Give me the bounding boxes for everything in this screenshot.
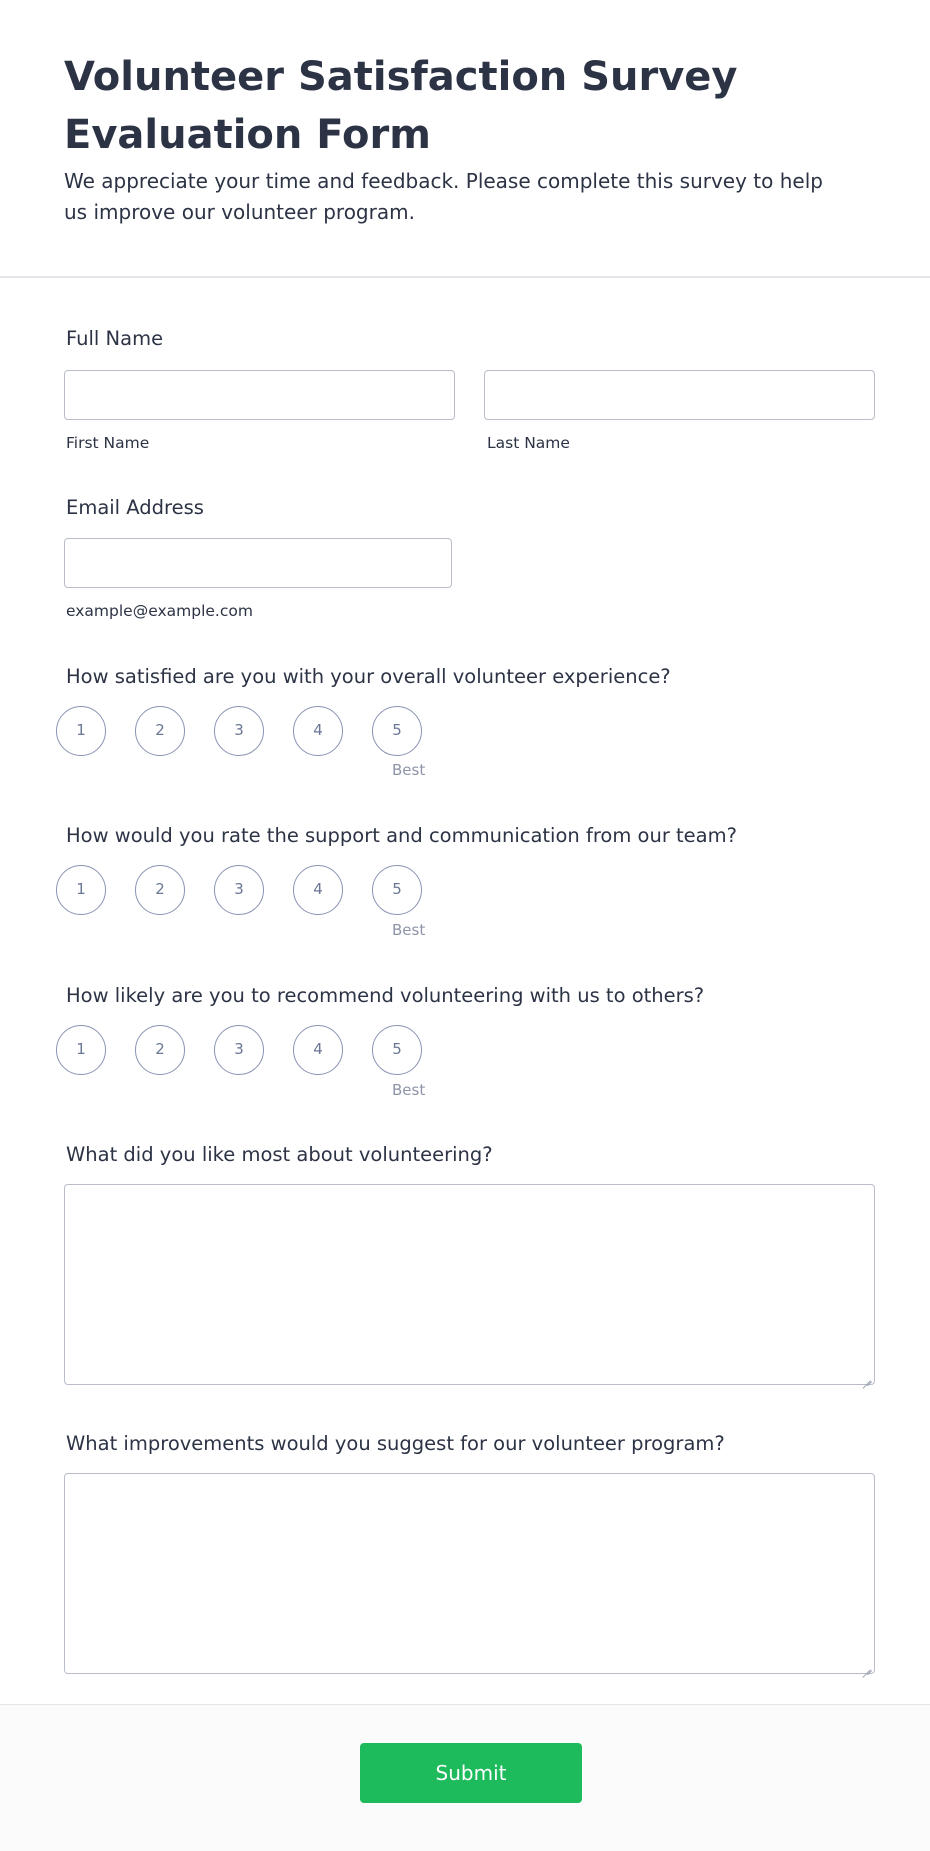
first-name-input[interactable] — [64, 370, 455, 420]
form-title: Volunteer Satisfaction Survey Evaluation Form — [64, 54, 738, 158]
rating-option-3[interactable]: 3 — [214, 865, 264, 915]
full-name-label: Full Name — [66, 327, 164, 350]
form-description: We appreciate your time and feedback. Please complete this survey to help us improve our volunteer program. — [64, 169, 823, 224]
rating-support — [56, 865, 436, 915]
rating-best-label: Best — [392, 921, 426, 939]
rating-question-satisfaction: How satisfied are you with your overall volunteer experience? — [66, 665, 671, 688]
rating-option-2[interactable]: 2 — [135, 1025, 185, 1075]
rating-option-2[interactable]: 2 — [135, 706, 185, 756]
rating-recommend — [56, 1025, 436, 1075]
email-input[interactable] — [64, 538, 452, 588]
rating-best-label: Best — [392, 1081, 426, 1099]
rating-option-1[interactable]: 1 — [56, 865, 106, 915]
liked-most-textarea[interactable] — [64, 1184, 875, 1385]
form-header — [0, 0, 930, 278]
rating-question-recommend: How likely are you to recommend volunteering with us to others? — [66, 984, 705, 1007]
rating-option-3[interactable]: 3 — [214, 1025, 264, 1075]
rating-option-2[interactable]: 2 — [135, 865, 185, 915]
email-label: Email Address — [66, 496, 204, 519]
resize-handle-icon[interactable] — [862, 1372, 871, 1381]
last-name-input[interactable] — [484, 370, 875, 420]
last-name-sublabel: Last Name — [487, 434, 570, 452]
rating-option-5[interactable]: 5 — [372, 865, 422, 915]
rating-option-1[interactable]: 1 — [56, 1025, 106, 1075]
improvements-textarea[interactable] — [64, 1473, 875, 1674]
resize-handle-icon[interactable] — [862, 1661, 871, 1670]
rating-option-4[interactable]: 4 — [293, 706, 343, 756]
rating-satisfaction — [56, 706, 436, 756]
liked-most-label: What did you like most about volunteering? — [66, 1143, 493, 1166]
rating-question-support: How would you rate the support and communication from our team? — [66, 824, 737, 847]
email-sublabel: example@example.com — [66, 602, 253, 620]
rating-option-5[interactable]: 5 — [372, 706, 422, 756]
rating-option-3[interactable]: 3 — [214, 706, 264, 756]
rating-option-5[interactable]: 5 — [372, 1025, 422, 1075]
first-name-sublabel: First Name — [66, 434, 150, 452]
submit-button[interactable]: Submit — [360, 1743, 582, 1803]
improvements-label: What improvements would you suggest for our volunteer program? — [66, 1432, 725, 1455]
rating-best-label: Best — [392, 761, 426, 779]
rating-option-4[interactable]: 4 — [293, 865, 343, 915]
rating-option-1[interactable]: 1 — [56, 706, 106, 756]
rating-option-4[interactable]: 4 — [293, 1025, 343, 1075]
